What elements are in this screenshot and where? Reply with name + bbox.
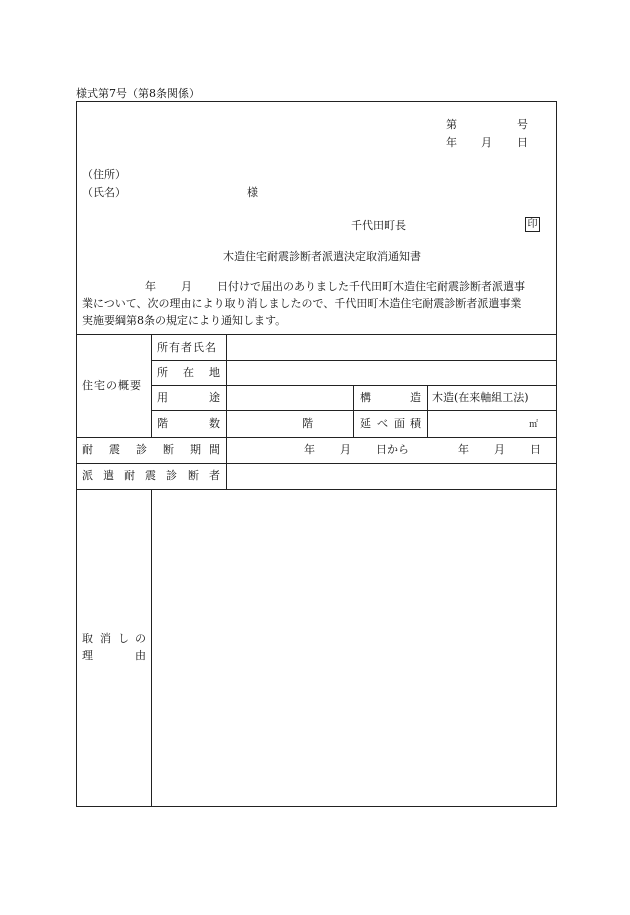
period-day-2: 日 [530, 443, 541, 456]
col-line-right [427, 385, 428, 437]
col-line-overview [151, 334, 152, 437]
period-month-2: 月 [494, 443, 505, 456]
location-char-3: 地 [209, 366, 220, 379]
date-day: 日 [517, 136, 528, 149]
body-text-line2: 業について、次の理由により取り消しましたので、千代田町木造住宅耐震診断者派遣事業 [82, 297, 522, 310]
row-line-6 [76, 489, 557, 490]
structure-char-1: 構 [360, 391, 371, 404]
row-line-3 [151, 410, 557, 411]
period-year-2: 年 [458, 443, 469, 456]
reason-char-1: 取 [82, 632, 93, 645]
period-char-5: 期 [190, 443, 201, 456]
dispatch-char-1: 派 [82, 469, 93, 482]
location-char-1: 所 [157, 366, 168, 379]
dispatch-char-3: 耐 [124, 469, 135, 482]
dispatch-char-6: 断 [188, 469, 199, 482]
dispatch-char-2: 遣 [103, 469, 114, 482]
usage-char-2: 途 [209, 391, 220, 404]
area-unit: ㎡ [529, 420, 539, 430]
row-line-4 [76, 437, 557, 438]
structure-value: 木造(在来軸組工法) [432, 391, 529, 404]
reason-char-4: の [135, 632, 146, 645]
date-year: 年 [446, 136, 457, 149]
name-label: （氏名） [82, 186, 126, 199]
period-char-3: 診 [136, 443, 147, 456]
period-char-2: 震 [109, 443, 120, 456]
issuer-title: 千代田町長 [351, 219, 406, 232]
reason-char-3: し [118, 632, 129, 645]
col-line-label [226, 334, 227, 489]
dispatch-char-5: 診 [166, 469, 177, 482]
period-char-6: 間 [209, 443, 220, 456]
row-line-1 [151, 360, 557, 361]
form-frame [76, 101, 557, 807]
dispatch-char-7: 者 [209, 469, 220, 482]
number-suffix: 号 [517, 118, 528, 131]
period-char-4: 断 [163, 443, 174, 456]
usage-char-1: 用 [157, 391, 168, 404]
honorific: 様 [247, 186, 258, 199]
reason-char-5: 理 [82, 649, 93, 662]
house-overview-label: 住宅の概要 [82, 379, 142, 392]
period-char-1: 耐 [82, 443, 93, 456]
reason-char-6: 由 [135, 649, 146, 662]
floors-unit: 階 [302, 417, 313, 430]
area-char-1: 延 [360, 417, 371, 430]
table-top-line [76, 334, 557, 335]
row-line-5 [76, 463, 557, 464]
dispatch-char-4: 震 [145, 469, 156, 482]
number-prefix: 第 [446, 118, 457, 131]
area-char-3: 面 [394, 417, 405, 430]
date-month: 月 [481, 136, 492, 149]
address-label: （住所） [82, 168, 126, 181]
owner-name-label: 所有者氏名 [157, 341, 217, 354]
location-char-2: 在 [183, 366, 194, 379]
area-char-4: 積 [410, 417, 421, 430]
area-char-2: べ [377, 417, 388, 430]
body-text-line3: 実施要綱第8条の規定により通知します。 [82, 314, 287, 327]
col-line-reason [151, 489, 152, 807]
row-line-2 [151, 385, 557, 386]
body-year: 年 [145, 280, 156, 293]
document-title: 木造住宅耐震診断者派遣決定取消通知書 [223, 250, 421, 263]
period-year-1: 年 [304, 443, 315, 456]
seal-mark: 印 [525, 217, 540, 232]
period-month-1: 月 [340, 443, 351, 456]
reason-char-2: 消 [100, 632, 111, 645]
floors-char-2: 数 [209, 417, 220, 430]
structure-char-2: 造 [410, 391, 421, 404]
body-month: 月 [181, 280, 192, 293]
floors-char-1: 階 [157, 417, 168, 430]
form-label: 様式第7号（第8条関係） [76, 87, 200, 100]
period-from: 日から [376, 443, 409, 456]
col-line-mid [353, 385, 354, 437]
body-text-line1: 日付けで届出のありました千代田町木造住宅耐震診断者派遣事 [217, 280, 525, 293]
